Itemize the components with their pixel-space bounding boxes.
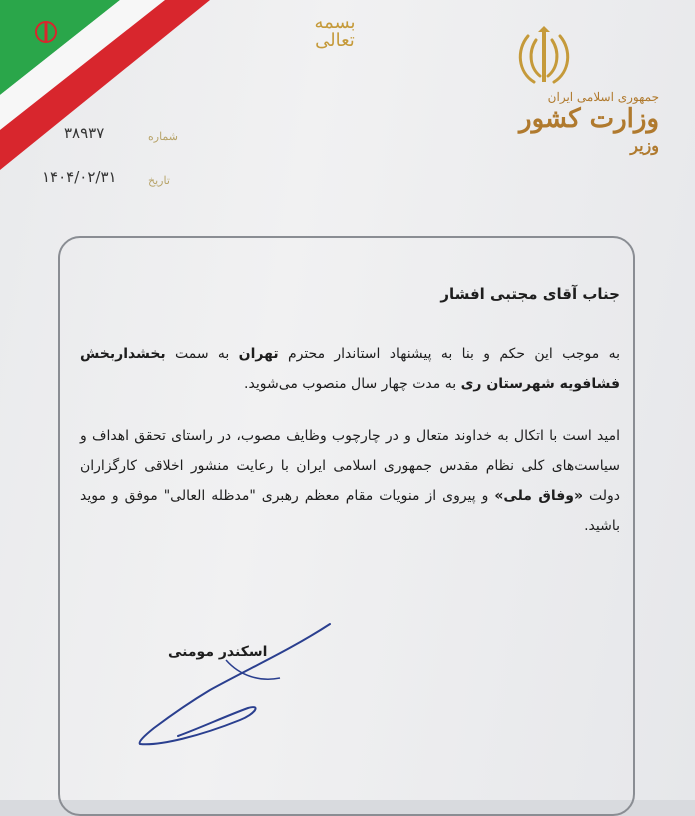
p1-part-e: به مدت چهار سال منصوب می‌شوید. [244,376,457,392]
letter-date: ۱۴۰۴/۰۲/۳۱ [42,168,117,186]
ministry-header [489,90,659,155]
letter-number: ۳۸۹۳۷ [64,124,105,142]
iran-flag-ribbon [0,0,215,175]
p1-part-a: به موجب این حکم و بنا به پیشنهاد استاندار محترم [287,346,620,362]
salutation: جناب آقای مجتبی افشار [440,285,620,303]
wishes-paragraph [80,421,620,541]
office-title: وزیر [630,136,659,155]
p2-national-consensus: «وفاق ملی» [494,488,584,504]
p1-province: تهران [238,346,279,362]
p2-part-a: امید است با اتکال به خداوند متعال و در چارچوب وظایف مصوب، در راستای تحقق اهداف و سیاست‌های کلی نظام مقدس جمهوری اسلامی ایران با رعایت منشور اخلاقی کارگزاران دولت [80,428,621,504]
date-label: تاریخ [148,174,170,187]
p1-position: بخشداربخش فشافویه شهرستان ری [80,346,620,392]
number-label: شماره [148,130,179,143]
iran-emblem-icon [512,26,576,90]
signer-name: اسکندر مومنی [168,644,268,660]
p2-part-c: و پیروی از منویات مقام معظم رهبری "مدظله العالی" موفق و موید باشید. [80,488,620,534]
appointment-paragraph [80,339,620,399]
basmala: بسمه تعالی [314,12,356,51]
ministry-name: وزارت کشور [519,104,659,134]
government-name: جمهوری اسلامی ایران [547,90,659,104]
p1-part-c: به سمت [175,346,230,362]
handwritten-signature [130,620,340,750]
letter-body [80,285,620,563]
